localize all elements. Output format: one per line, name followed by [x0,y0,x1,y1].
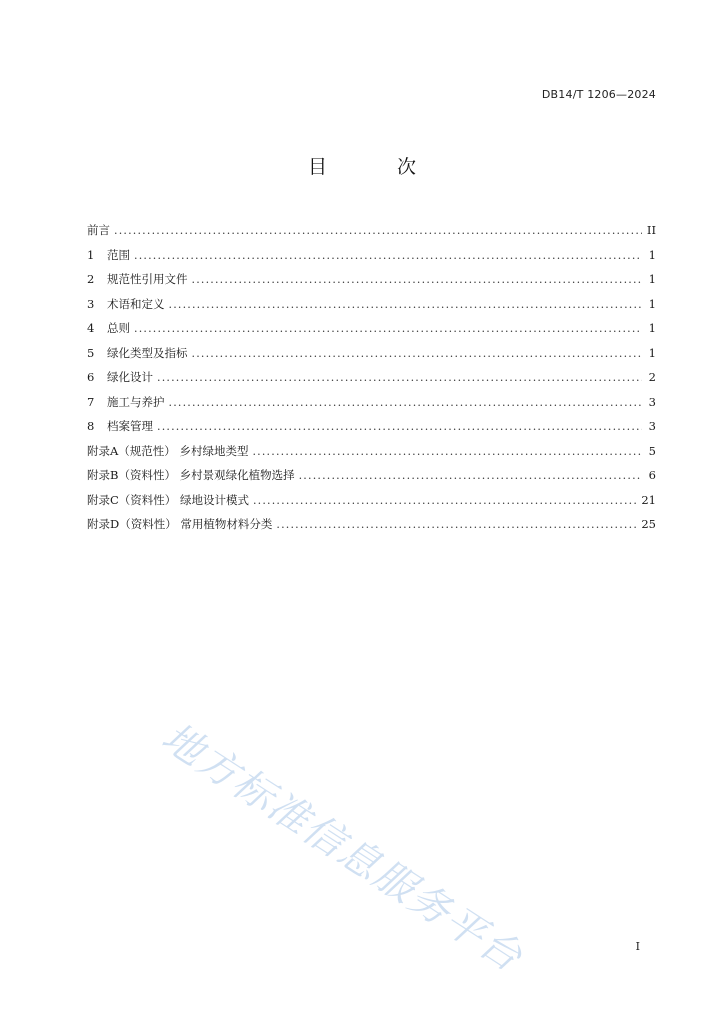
dot-leader [114,219,642,244]
dot-leader [169,293,643,318]
toc-entry-appendix-b[interactable] [87,463,656,488]
toc-entry-terms-definitions[interactable] [87,292,656,317]
toc-entry-number: 7 [87,394,95,409]
toc-entry-label: 附录C（资料性） 绿地设计模式 [87,492,249,507]
toc-entry-page: 1 [648,272,656,286]
toc-entry-scope[interactable] [87,243,656,268]
toc-entry-page: 1 [648,247,656,262]
dot-leader [134,317,642,342]
toc-entry-page: 6 [648,468,656,482]
dot-leader [299,464,642,489]
toc-entry-page: 3 [648,419,656,433]
toc-entry-number: 6 [87,370,95,384]
toc-entry-label: 前言 [87,223,110,237]
document-code: DB14/T 1206—2024 [541,88,656,101]
toc-entry-page: 5 [648,443,656,458]
toc-entry-appendix-c[interactable] [87,488,656,513]
toc-entry-label: 附录B（资料性） 乡村景观绿化植物选择 [87,468,295,482]
page-number: I [635,940,640,953]
toc-entry-page: 21 [641,492,656,507]
toc-entry-general-principles[interactable] [87,316,656,341]
toc-entry-label: 规范性引用文件 [107,272,188,286]
dot-leader [192,342,643,367]
dot-leader [157,366,642,391]
toc-entry-label: 范围 [107,247,130,262]
toc-entry-label: 术语和定义 [107,296,165,311]
toc-entry-number: 3 [87,296,95,311]
dot-leader [253,489,637,514]
toc-entry-label: 绿化设计 [107,370,153,384]
toc-entry-number: 1 [87,247,95,262]
toc-entry-normative-references[interactable] [87,267,656,292]
watermark: 地方标准信息服务平台 [153,714,531,982]
toc-entry-page: 25 [641,517,656,531]
toc-entry-construction-maintenance[interactable] [87,390,656,415]
dot-leader [276,513,637,538]
dot-leader [157,415,642,440]
dot-leader [252,440,642,465]
toc-entry-appendix-a[interactable] [87,439,656,464]
toc-entry-foreword[interactable] [87,218,656,243]
dot-leader [169,391,643,416]
toc-entry-label: 附录A（规范性） 乡村绿地类型 [87,443,249,458]
toc-entry-label: 施工与养护 [107,394,165,409]
toc-entry-greening-design[interactable] [87,365,656,390]
dot-leader [134,244,642,269]
page-title: 目 次 [307,156,449,178]
toc-entry-number: 4 [87,321,95,335]
toc-entry-label: 总则 [107,321,130,335]
toc-entry-label: 档案管理 [107,419,153,433]
toc-entry-label: 附录D（资料性） 常用植物材料分类 [87,517,273,531]
dot-leader [192,268,643,293]
toc-entry-number: 5 [87,345,95,360]
toc-entry-greening-types[interactable] [87,341,656,366]
toc-entry-page: II [646,223,656,237]
toc-entry-number: 2 [87,272,95,286]
toc-entry-page: 1 [648,296,656,311]
toc-entry-page: 1 [648,321,656,335]
table-of-contents [87,218,656,537]
toc-entry-number: 8 [87,419,95,433]
toc-entry-appendix-d[interactable] [87,512,656,537]
toc-entry-page: 2 [648,370,656,384]
toc-entry-label: 绿化类型及指标 [107,345,188,360]
toc-entry-page: 1 [648,345,656,360]
toc-entry-archive-management[interactable] [87,414,656,439]
toc-entry-page: 3 [648,394,656,409]
